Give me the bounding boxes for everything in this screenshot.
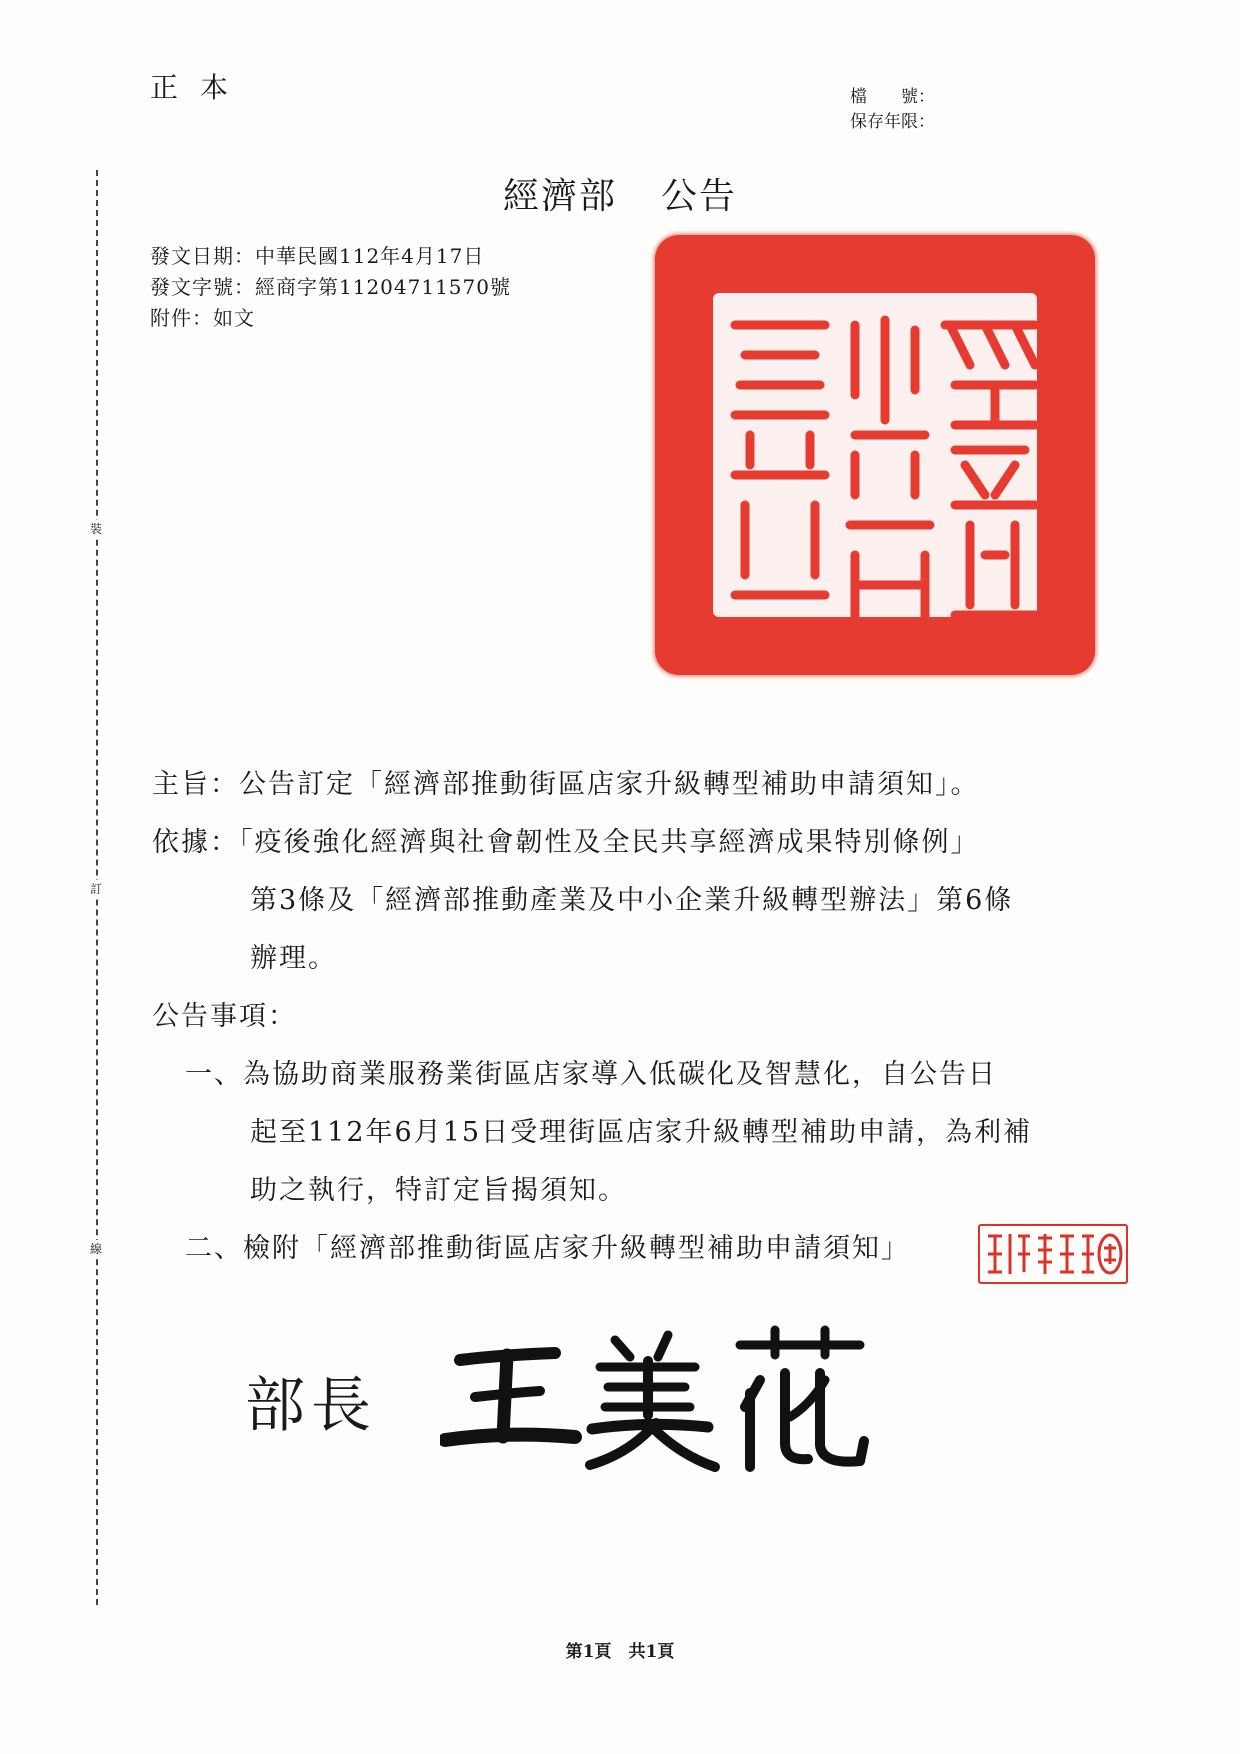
item-1-line-1: 一、為協助商業服務業街區店家導入低碳化及智慧化，自公告日 bbox=[185, 1059, 997, 1090]
binding-mark-ding: 訂 bbox=[86, 880, 106, 897]
attachment: 附件：如文 bbox=[150, 306, 255, 330]
item-1-line-2: 起至112年6月15日受理街區店家升級轉型補助申請，為利補 bbox=[250, 1117, 1033, 1148]
issue-date: 發文日期：中華民國112年4月17日 bbox=[150, 244, 485, 268]
document-section-seal bbox=[978, 1224, 1128, 1284]
minister-title: 部長 bbox=[245, 1371, 377, 1441]
official-seal-stamp bbox=[655, 235, 1095, 675]
basis-line-3: 辦理。 bbox=[250, 943, 337, 974]
announcement-items-heading: 公告事項： bbox=[152, 1001, 297, 1032]
issue-number: 發文字號：經商字第11204711570號 bbox=[150, 275, 511, 299]
agency-name: 經濟部 bbox=[502, 176, 617, 217]
retention-period-label: 保存年限： bbox=[850, 112, 935, 132]
item-2-line-1: 二、檢附「經濟部推動街區店家升級轉型補助申請須知」 bbox=[185, 1233, 910, 1264]
binding-mark-zhuang: 裝 bbox=[86, 520, 106, 537]
page-number: 第1頁 共1頁 bbox=[565, 1642, 675, 1662]
copy-type-label: 正本 bbox=[150, 71, 251, 104]
minister-signature bbox=[440, 1325, 880, 1475]
document-title bbox=[0, 168, 1240, 219]
subject-line: 主旨：公告訂定「經濟部推動街區店家升級轉型補助申請須知」。 bbox=[152, 769, 980, 800]
binding-mark-xian: 線 bbox=[86, 1240, 106, 1257]
document-type: 公告 bbox=[661, 176, 738, 217]
basis-line-1: 依據：「疫後強化經濟與社會韌性及全民共享經濟成果特別條例」 bbox=[152, 827, 980, 858]
item-1-line-3: 助之執行，特訂定旨揭須知。 bbox=[250, 1175, 627, 1206]
file-number-label: 檔 號： bbox=[850, 87, 935, 107]
basis-line-2: 第3條及「經濟部推動產業及中小企業升級轉型辦法」第6條 bbox=[250, 885, 1014, 916]
